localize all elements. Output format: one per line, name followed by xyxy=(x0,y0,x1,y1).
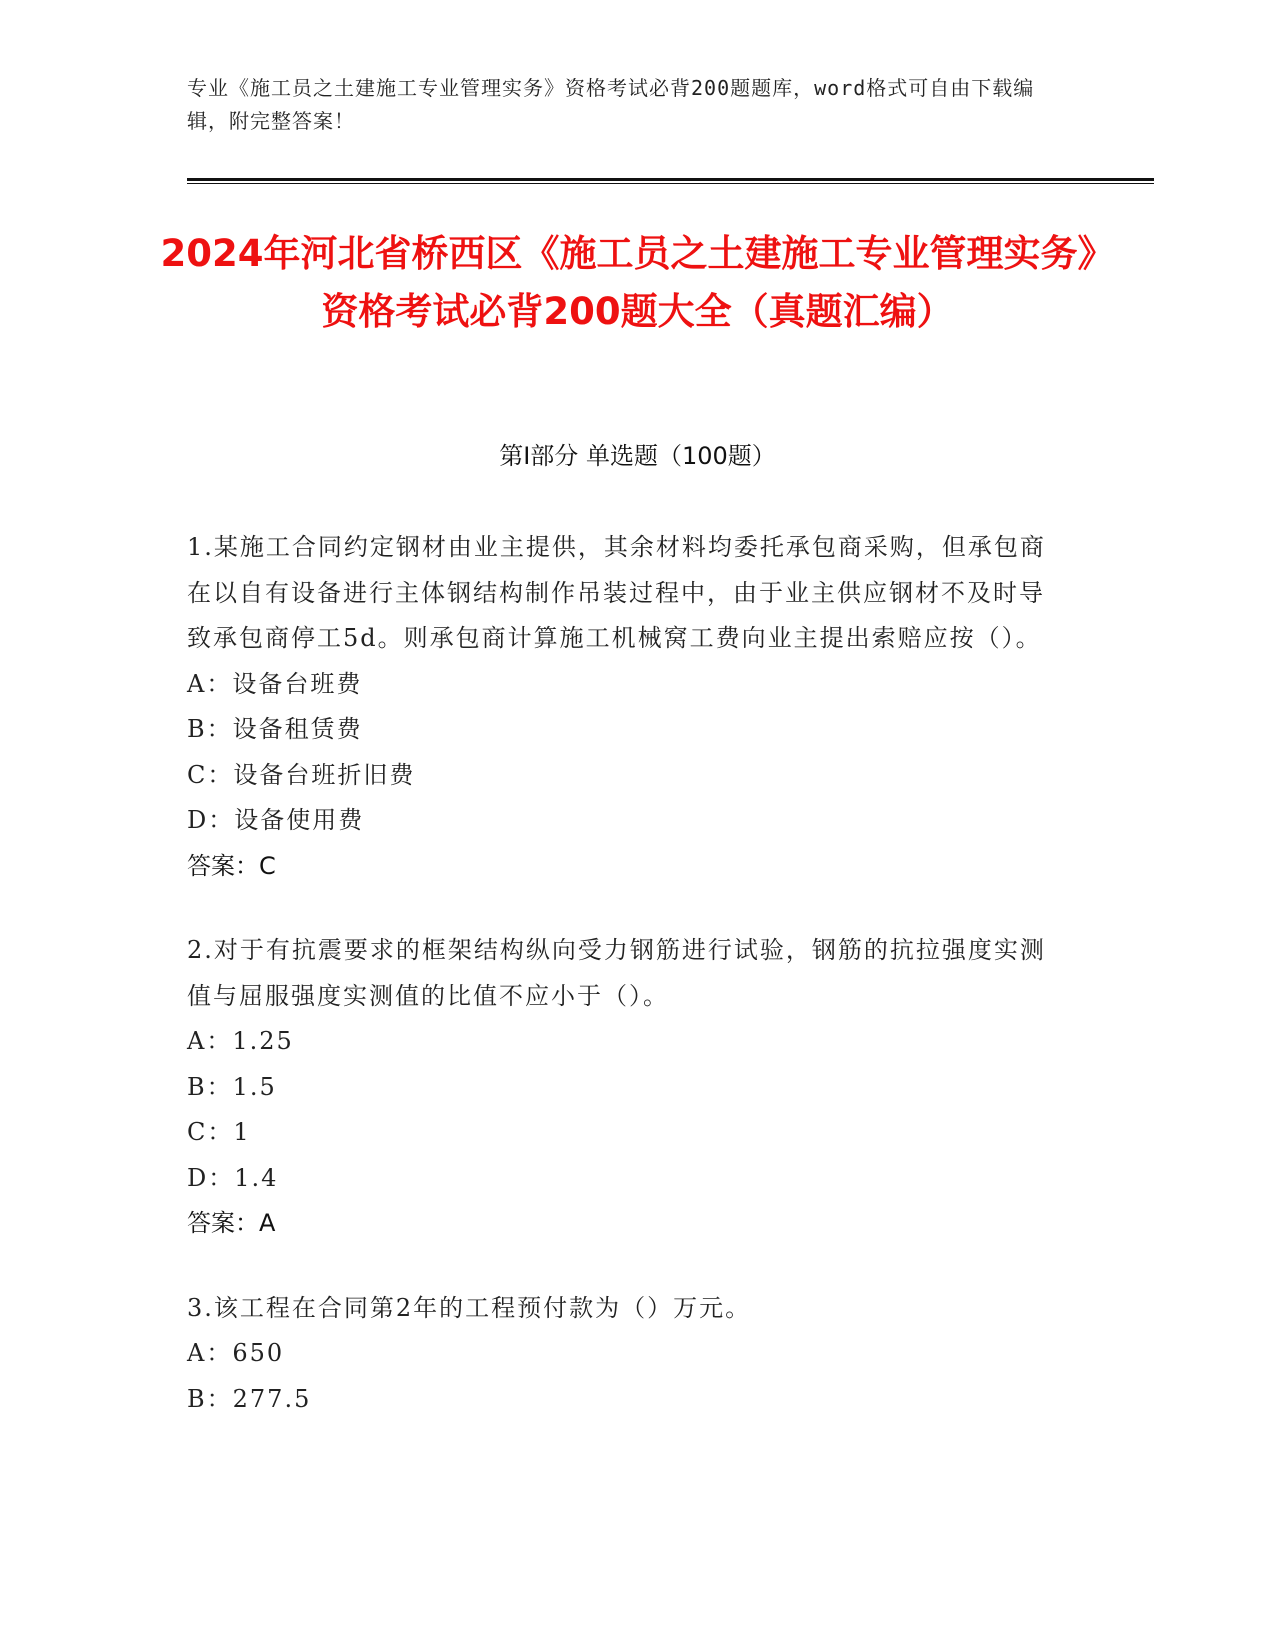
section-title: 第I部分 单选题（100题） xyxy=(499,442,776,470)
header-divider-thick xyxy=(187,178,1154,181)
option-d: D：设备使用费 xyxy=(187,806,365,834)
header-divider-thin xyxy=(187,183,1154,184)
option-d: D：1.4 xyxy=(187,1163,279,1192)
question-stem: 2.对于有抗震要求的框架结构纵向受力钢筋进行试验，钢筋的抗拉强度实测值与屈服强度实测值的比值不应小于（）。 xyxy=(187,936,1046,1010)
answer-line: 答案：C xyxy=(187,851,276,880)
question-stem: 1.某施工合同约定钢材由业主提供，其余材料均委托承包商采购，但承包商在以自有设备进行主体钢结构制作吊装过程中，由于业主供应钢材不及时导致承包商停工5d。则承包商计算施工机械窝工费向业主提出索赔应按（）。 xyxy=(187,533,1046,652)
option-a: A：650 xyxy=(187,1339,285,1367)
question-3 xyxy=(187,1286,1067,1423)
question-stem: 3.该工程在合同第2年的工程预付款为（）万元。 xyxy=(187,1293,752,1322)
option-c: C：1 xyxy=(187,1118,251,1146)
option-b: B：设备租赁费 xyxy=(187,715,363,743)
question-2 xyxy=(187,928,1067,1247)
answer-line: 答案：A xyxy=(187,1209,276,1237)
option-a: A：1.25 xyxy=(187,1027,294,1055)
document-title: 2024年河北省桥西区《施工员之土建施工专业管理实务》资格考试必背200题大全（真题汇编） xyxy=(160,232,1115,333)
option-b: B：1.5 xyxy=(187,1072,277,1101)
option-b: B：277.5 xyxy=(187,1384,312,1413)
option-a: A：设备台班费 xyxy=(187,669,363,698)
header-note: 专业《施工员之土建施工专业管理实务》资格考试必背200题题库，word格式可自由下载编辑，附完整答案！ xyxy=(187,76,1035,133)
question-1 xyxy=(187,525,1067,889)
option-c: C：设备台班折旧费 xyxy=(187,760,416,789)
question-list xyxy=(187,525,1067,1461)
